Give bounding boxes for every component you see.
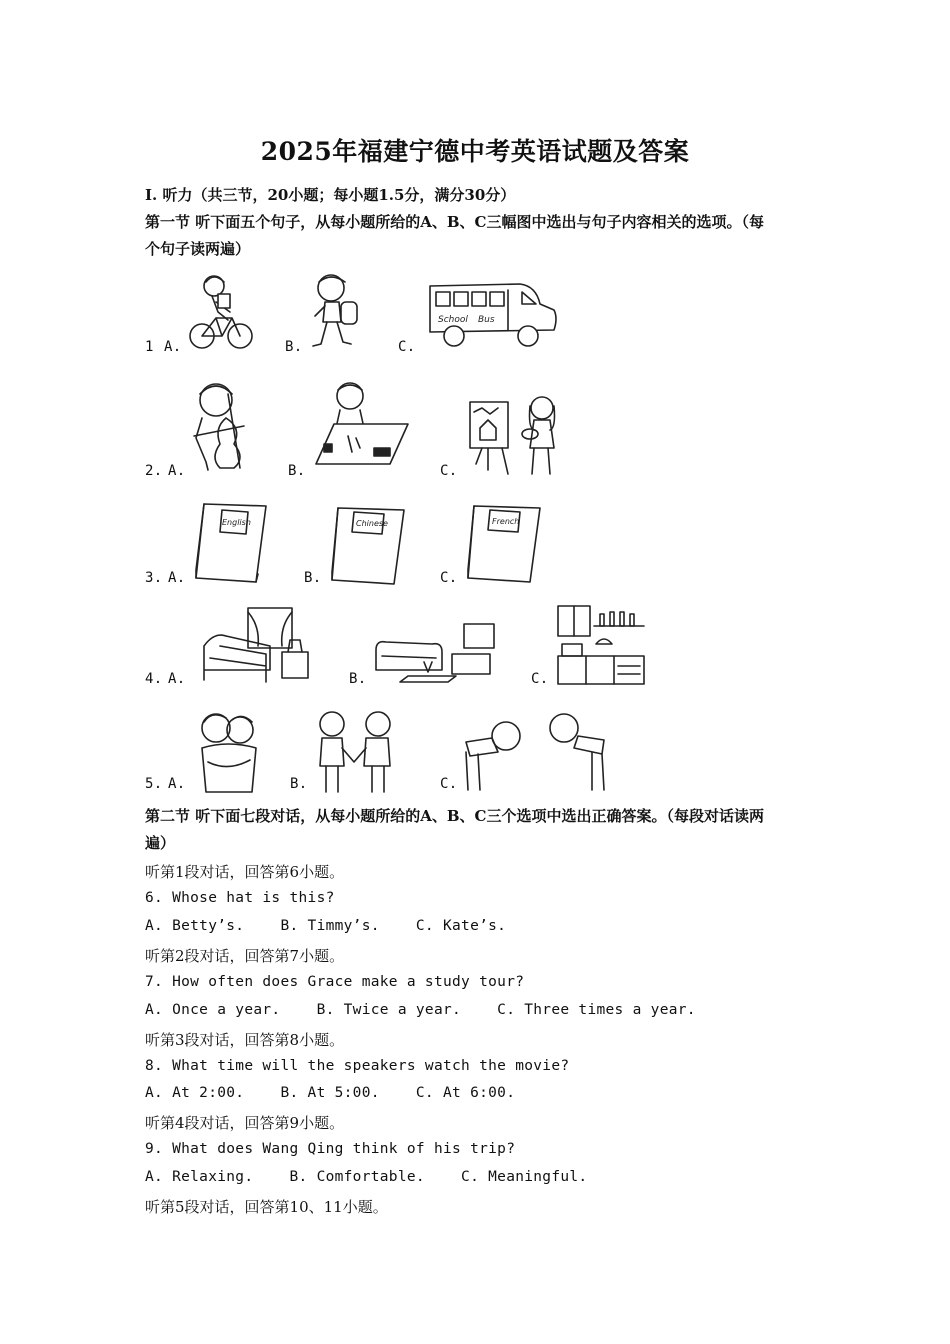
answer-options: A. Relaxing. B. Comfortable. C. Meaningful. bbox=[145, 1169, 588, 1185]
hugging-image bbox=[192, 708, 266, 792]
living-room-image bbox=[372, 622, 498, 684]
option-label: B. bbox=[288, 463, 306, 479]
english-book-image bbox=[192, 500, 272, 586]
book-label: English bbox=[222, 518, 251, 527]
question-number: 4. bbox=[145, 671, 163, 687]
question-number: 5. bbox=[145, 776, 163, 792]
boy-walking-image bbox=[307, 270, 365, 352]
option-label: C. bbox=[398, 339, 416, 355]
answer-options: A. At 2:00. B. At 5:00. C. At 6:00. bbox=[145, 1085, 516, 1101]
french-book-image bbox=[464, 502, 544, 586]
dialogue-intro: 听第1段对话，回答第6小题。 bbox=[145, 863, 345, 881]
option-label: A. bbox=[168, 671, 186, 687]
bedroom-image bbox=[200, 606, 316, 686]
option-label: C. bbox=[440, 570, 458, 586]
option-label: C. bbox=[440, 776, 458, 792]
question-text: 7. How often does Grace make a study tour? bbox=[145, 974, 525, 990]
book-label: French bbox=[492, 517, 520, 526]
option-label: A. bbox=[168, 570, 186, 586]
answer-options: A. Betty’s. B. Timmy’s. C. Kate’s. bbox=[145, 918, 507, 934]
dialogue-intro: 听第4段对话，回答第9小题。 bbox=[145, 1114, 345, 1132]
boy-calligraphy-image bbox=[310, 378, 410, 464]
part1-instruction-line1: 第一节 听下面五个句子，从每小题所给的A、B、C三幅图中选出与句子内容相关的选项。（每 bbox=[145, 213, 764, 231]
question-text: 8. What time will the speakers watch the movie? bbox=[145, 1058, 570, 1074]
option-label: C. bbox=[440, 463, 458, 479]
question-text: 9. What does Wang Qing think of his trip? bbox=[145, 1141, 516, 1157]
book-label: Chinese bbox=[356, 519, 388, 528]
shaking-hands-image bbox=[314, 708, 396, 792]
school-bus-image bbox=[424, 278, 560, 352]
part2-instruction-line2: 遍） bbox=[145, 834, 176, 852]
page-title: 2025年福建宁德中考英语试题及答案 bbox=[260, 137, 690, 166]
part1-instruction-line2: 个句子读两遍） bbox=[145, 240, 251, 258]
section-heading: Ⅰ. 听力（共三节，20小题；每小题1.5分，满分30分） bbox=[145, 186, 516, 204]
option-label: B. bbox=[349, 671, 367, 687]
question-number: 2. bbox=[145, 463, 163, 479]
option-label: C. bbox=[531, 671, 549, 687]
option-label: A. bbox=[168, 776, 186, 792]
part2-instruction-line1: 第二节 听下面七段对话，从每小题所给的A、B、C三个选项中选出正确答案。（每段对话读两 bbox=[145, 807, 764, 825]
option-label: B. bbox=[290, 776, 308, 792]
bus-sign-left: School bbox=[438, 315, 468, 325]
question-text: 6. Whose hat is this? bbox=[145, 890, 335, 906]
question-number: 1 bbox=[145, 339, 154, 355]
option-label: A. bbox=[168, 463, 186, 479]
bus-sign-right: Bus bbox=[478, 315, 495, 325]
kitchen-image bbox=[556, 604, 648, 686]
dialogue-intro: 听第2段对话，回答第7小题。 bbox=[145, 947, 345, 965]
dialogue-intro: 听第3段对话，回答第8小题。 bbox=[145, 1031, 345, 1049]
option-label: A. bbox=[164, 339, 182, 355]
chinese-book-image bbox=[328, 504, 408, 588]
answer-options: A. Once a year. B. Twice a year. C. Three times a year. bbox=[145, 1002, 696, 1018]
question-number: 3. bbox=[145, 570, 163, 586]
bowing-image bbox=[462, 708, 612, 790]
dialogue-intro: 听第5段对话，回答第10、11小题。 bbox=[145, 1198, 388, 1216]
option-label: B. bbox=[285, 339, 303, 355]
option-label: B. bbox=[304, 570, 322, 586]
boy-riding-bike-image bbox=[188, 272, 254, 352]
boy-cello-image bbox=[190, 378, 250, 474]
girl-painting-image bbox=[468, 388, 564, 476]
